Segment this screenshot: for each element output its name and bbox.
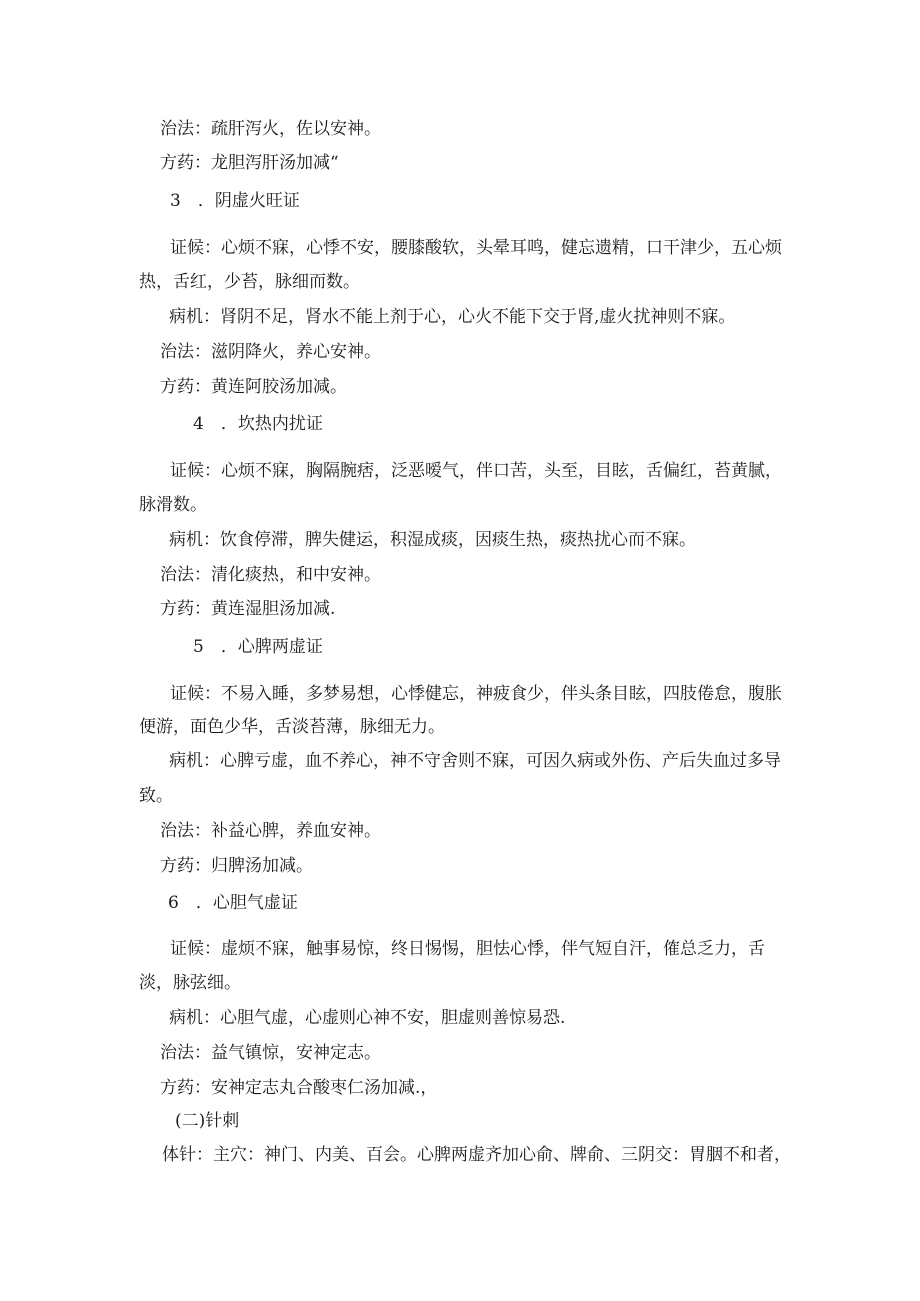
text-line: 体针：主穴：神门、内美、百会。心脾两虚齐加心俞、牌俞、三阴交：胃胭不和者，	[162, 1145, 791, 1165]
text-line: 证候：心烦不寐，心悸不安，腰膝酸软，头晕耳鸣，健忘遗精，口干津少，五心烦	[170, 238, 782, 258]
text-line: 证候：虚烦不寐，触事易惊，终日惕惕，胆怯心悸，伴气短自汗，傕总乏力，舌	[170, 939, 765, 959]
section-heading: 5 ．心脾两虚证	[193, 637, 323, 657]
text-line: 治法：清化痰热，和中安神。	[160, 565, 381, 585]
text-line: 方药：安神定志丸合酸枣仁汤加减.，	[160, 1078, 438, 1098]
text-line: 治法：疏肝泻火，佐以安神。	[160, 119, 381, 139]
text-line: 方药：黄连阿胶汤加减。	[160, 377, 347, 397]
text-line: 便游，面色少华，舌淡苔薄，脉细无力。	[139, 717, 445, 737]
text-line: 治法：补益心脾，养血安神。	[160, 821, 381, 841]
text-line: 脉滑数。	[139, 495, 207, 515]
text-line: 淡，脉弦细。	[139, 973, 241, 993]
text-line: 证候：心烦不寐，胸隔腕痞，泛恶嗳气，伴口苦，头至，目眩，舌偏红，苔黄腻，	[170, 461, 782, 481]
section-heading: (二)针刺	[175, 1111, 240, 1131]
text-line: 病机：肾阴不足，肾水不能上剂于心，心火不能下交于肾,虚火扰神则不寐。	[169, 307, 736, 327]
section-heading: 3 ．阴虚火旺证	[170, 191, 300, 211]
text-line: 证候：不易入睡，多梦易想，心悸健忘，神疲食少，伴头条目眩，四肢倦怠，腹胀	[170, 684, 782, 704]
section-heading: 4 ．坎热内扰证	[193, 414, 323, 434]
text-line: 方药：黄连湿胆汤加减.	[160, 599, 336, 619]
text-line: 治法：滋阴降火，养心安神。	[160, 342, 381, 362]
text-line: 方药：龙胆泻肝汤加减“	[160, 153, 339, 173]
text-line: 病机：心胆气虚，心虚则心神不安，胆虚则善惊易恐.	[169, 1008, 566, 1028]
text-line: 热，舌红，少苔，脉细而数。	[139, 272, 360, 292]
section-heading: 6 ．心胆气虚证	[168, 893, 298, 913]
text-line: 病机：饮食停滞，脾失健运，积湿成痰，因痰生热，痰热扰心而不寐。	[169, 530, 696, 550]
text-line: 治法：益气镇惊，安神定志。	[160, 1043, 381, 1063]
text-line: 方药：归脾汤加减。	[160, 856, 313, 876]
text-line: 致。	[139, 786, 173, 806]
text-line: 病机：心脾亏虚，血不养心，神不守舍则不寐，可因久病或外伤、产后失血过多导	[169, 751, 781, 771]
